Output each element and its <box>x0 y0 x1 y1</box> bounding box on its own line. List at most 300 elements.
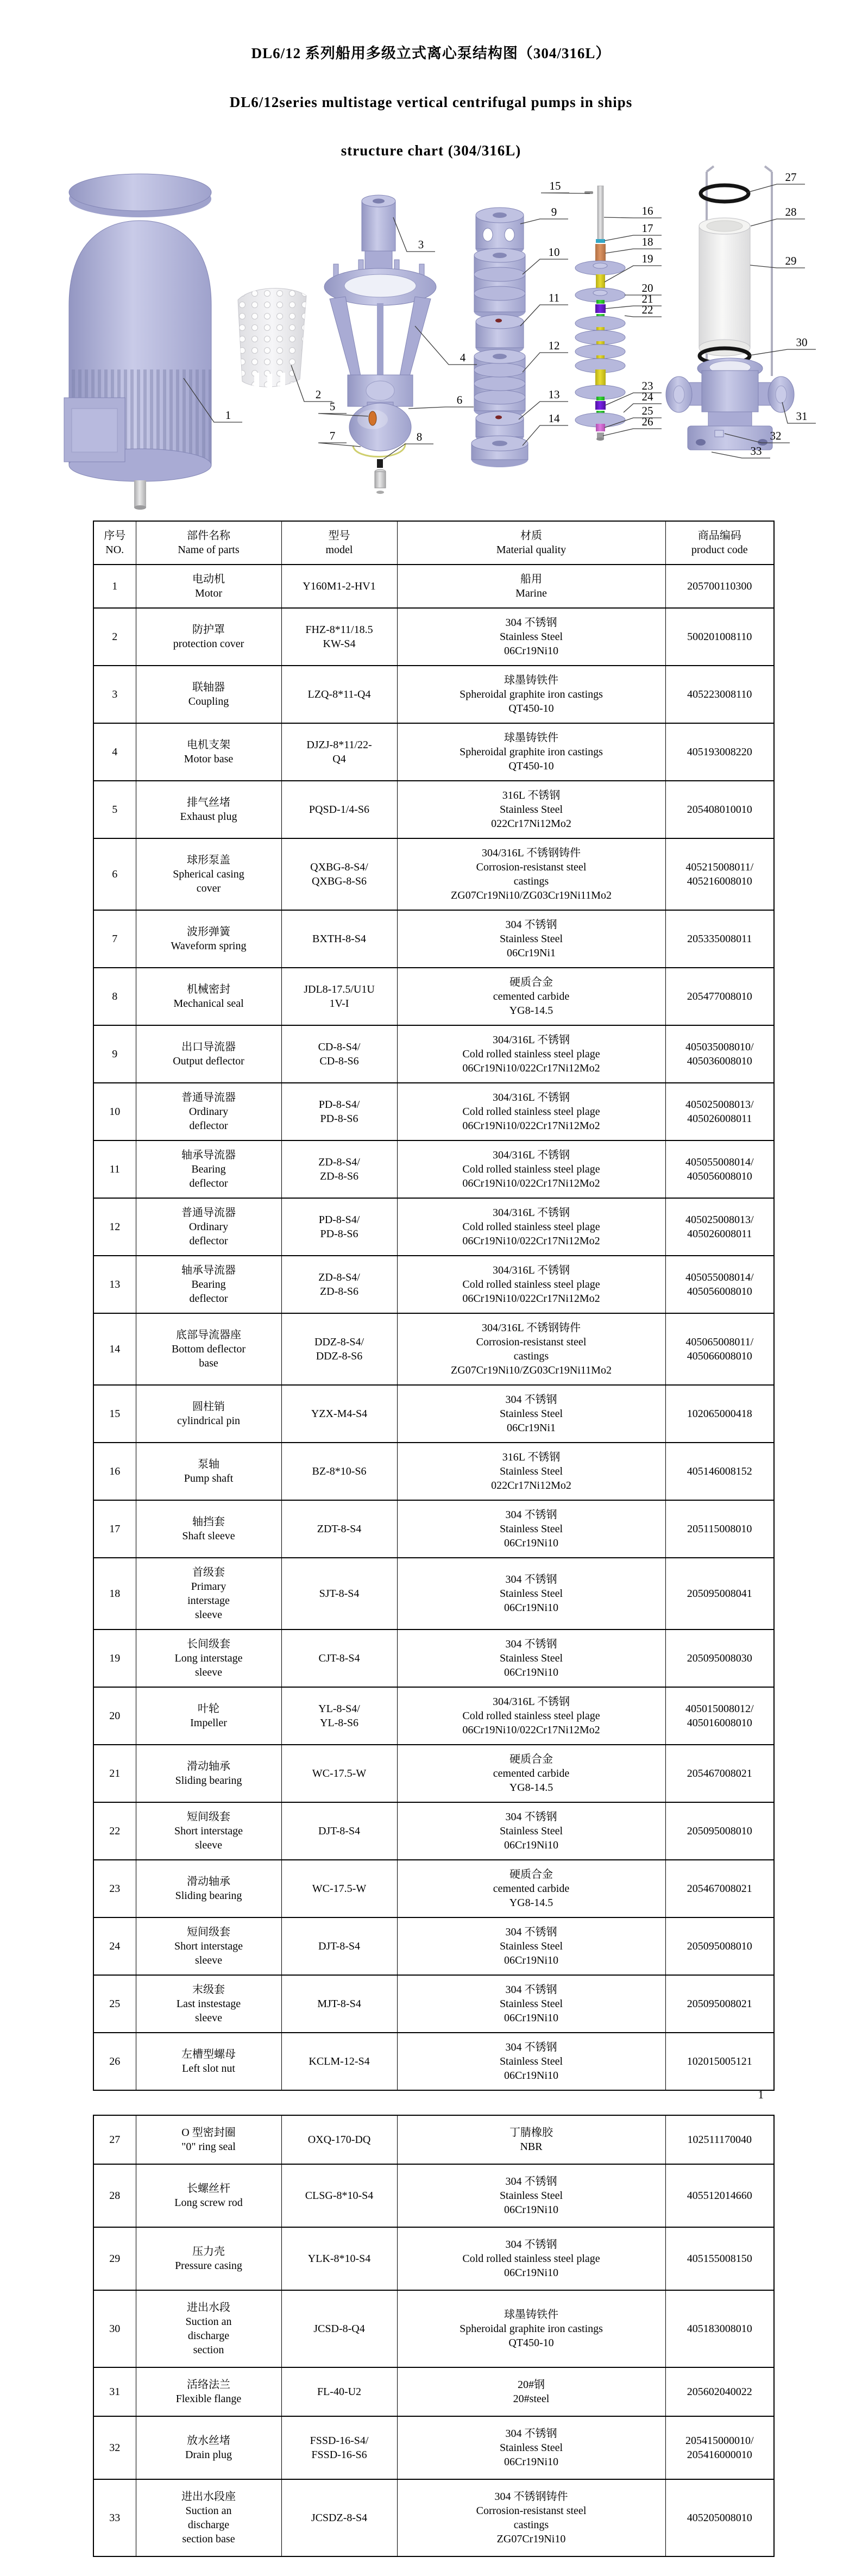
callout-number: 7 <box>329 429 336 442</box>
cell-material-line: castings <box>513 2519 549 2531</box>
cell-model <box>281 2416 397 2479</box>
cell-name-line: 普通导流器 <box>181 1092 236 1104</box>
cell-code-line: 405055008014/ <box>685 1271 754 1283</box>
cell-material-line: 球墨铸铁件 <box>504 2309 558 2321</box>
cell-no <box>93 1443 136 1500</box>
cell-material-line: NBR <box>520 2141 543 2153</box>
cell-model-line: CD-8-S6 <box>319 1055 359 1067</box>
cell-material <box>397 1083 665 1140</box>
cell-material-line: 022Cr17Ni12Mo2 <box>491 1480 571 1491</box>
cell-name-line: 电动机 <box>192 573 225 585</box>
cell-model <box>281 968 397 1025</box>
cell-material-line: 球墨铸铁件 <box>504 732 558 744</box>
table-row <box>93 1629 774 1687</box>
cell-code-line: 102015005121 <box>687 2055 752 2067</box>
cell-material-line: castings <box>513 1350 549 1362</box>
cell-code-line: 405015008012/ <box>685 1703 754 1715</box>
long-sleeve-part <box>596 274 605 290</box>
table-row <box>93 838 774 910</box>
callout-number: 30 <box>796 336 808 349</box>
table-row <box>93 1745 774 1802</box>
callout-number: 2 <box>315 388 322 401</box>
callout-number: 14 <box>548 412 560 425</box>
cell-material-line: 304/316L 不锈钢 <box>492 1696 570 1708</box>
cell-model <box>281 2367 397 2416</box>
cell-name-line: Waveform spring <box>171 940 247 952</box>
cell-code <box>665 1975 774 2033</box>
callout-number: 29 <box>785 254 797 267</box>
cell-no <box>93 2115 136 2164</box>
cell-code <box>665 1687 774 1745</box>
cell-name <box>136 1975 281 2033</box>
cell-name <box>136 910 281 968</box>
cell-code-line: 205602040022 <box>687 2386 752 2398</box>
cell-name <box>136 565 281 608</box>
table-row <box>93 2033 774 2090</box>
cell-material-line: 304 不锈钢 <box>505 2176 557 2188</box>
cell-material-line: 304 不锈钢 <box>505 2428 557 2440</box>
cell-no <box>93 1313 136 1385</box>
table-row <box>93 968 774 1025</box>
cell-no <box>93 2033 136 2090</box>
cell-name-line: Pressure casing <box>175 2260 242 2272</box>
cell-no-line: 12 <box>109 1221 121 1233</box>
cell-model <box>281 608 397 666</box>
cell-material-line: Stainless Steel <box>499 1465 563 1477</box>
cell-material <box>397 781 665 838</box>
cell-code-line: 405215008011/ <box>685 861 754 873</box>
cell-no-line: 15 <box>109 1408 121 1420</box>
cell-name-line: 联轴器 <box>192 681 225 693</box>
cell-no <box>93 1140 136 1198</box>
cell-code <box>665 2367 774 2416</box>
cell-material-line: 06Cr19Ni10/022Cr17Ni12Mo2 <box>462 1120 600 1132</box>
callout-number: 19 <box>641 252 653 265</box>
cell-material-line: Cold rolled stainless steel plage <box>462 1710 600 1722</box>
header-code: 商品编码 product code <box>665 521 774 565</box>
cell-model <box>281 1802 397 1860</box>
cell-code <box>665 1443 774 1500</box>
cell-code-line: 205408010010 <box>687 804 752 816</box>
cell-no <box>93 565 136 608</box>
cell-name <box>136 666 281 723</box>
callout-leader-line <box>393 217 435 252</box>
cell-no <box>93 2227 136 2290</box>
cell-name-line: 短间级套 <box>187 1811 230 1823</box>
cell-model-line: JDL8-17.5/U1U <box>304 983 375 995</box>
cell-name-line: 进出水段 <box>187 2302 230 2314</box>
table-row <box>93 565 774 608</box>
callout-number: 8 <box>416 430 423 443</box>
cell-no <box>93 1256 136 1313</box>
cell-code <box>665 1802 774 1860</box>
cell-name-line: Drain plug <box>185 2449 232 2461</box>
cell-material-line: Corrosion-resistanst steel <box>476 861 587 873</box>
cell-code-line: 405205008010 <box>687 2512 752 2524</box>
cell-name-line: protection cover <box>173 638 244 650</box>
cell-material-line: ZG07Cr19Ni10 <box>496 2533 566 2545</box>
table-row <box>93 1500 774 1558</box>
cell-material <box>397 1975 665 2033</box>
cell-no <box>93 723 136 781</box>
cell-no <box>93 666 136 723</box>
table-row <box>93 1443 774 1500</box>
cell-model-line: FHZ-8*11/18.5 <box>305 624 373 636</box>
cell-no-line: 6 <box>112 868 118 880</box>
cell-name <box>136 2033 281 2090</box>
cell-code <box>665 2227 774 2290</box>
cell-material-line: 06Cr19Ni10 <box>504 1602 558 1614</box>
pump-shaft-part <box>597 186 603 240</box>
pressure-casing-drawing <box>699 166 772 376</box>
cell-model-line: QXBG-8-S6 <box>311 875 367 887</box>
cell-no-line: 19 <box>109 1652 121 1664</box>
cell-material <box>397 1917 665 1975</box>
cell-code-line: 205095008010 <box>687 1940 752 1952</box>
cell-no-line: 8 <box>112 991 118 1002</box>
primary-sleeve-part <box>595 244 606 262</box>
cell-no <box>93 2164 136 2227</box>
cell-name-line: 球形泵盖 <box>187 854 230 866</box>
cell-material-line: 硬质合金 <box>509 1869 553 1881</box>
cell-code-line: 205115008010 <box>687 1523 752 1535</box>
cell-code-line: 405035008010/ <box>685 1041 754 1053</box>
cell-model-line: PD-8-S4/ <box>318 1099 360 1111</box>
cell-material <box>397 1745 665 1802</box>
cell-name-line: deflector <box>189 1235 228 1247</box>
cell-name-line: sleeve <box>195 1954 222 1966</box>
cell-name <box>136 1083 281 1140</box>
cell-model <box>281 910 397 968</box>
cell-no <box>93 1860 136 1917</box>
cell-model <box>281 1025 397 1083</box>
title-line-en-1: DL6/12series multistage vertical centrifugal pumps in ships <box>229 94 633 110</box>
cell-no-line: 29 <box>109 2253 121 2265</box>
callout-leader-line <box>523 353 568 372</box>
cell-model-line: WC-17.5-W <box>312 1768 367 1779</box>
cell-no <box>93 1385 136 1443</box>
cell-model-line: PD-8-S4/ <box>318 1214 360 1226</box>
callout-number: 4 <box>460 351 466 364</box>
cell-material-line: 304 不锈钢 <box>505 1638 557 1650</box>
cell-material-line: 304 不锈钢 <box>505 1984 557 1996</box>
cell-material-line: Stainless Steel <box>499 1825 563 1837</box>
motor-base-drawing <box>324 260 436 406</box>
cell-model <box>281 1385 397 1443</box>
cell-code-line: 405026008011 <box>687 1113 752 1125</box>
callout-number: 13 <box>548 388 560 401</box>
cell-model-line: BXTH-8-S4 <box>312 933 366 945</box>
cell-material <box>397 2416 665 2479</box>
cell-material-line: 304 不锈钢 <box>505 1926 557 1938</box>
cell-model <box>281 838 397 910</box>
cell-material-line: 316L 不锈钢 <box>502 789 561 801</box>
cell-code-line: 102065000418 <box>687 1408 752 1420</box>
cell-material-line: 304/316L 不锈钢 <box>492 1264 570 1276</box>
cell-name-line: O 型密封圈 <box>181 2127 236 2139</box>
cell-name-line: deflector <box>189 1293 228 1305</box>
cell-material <box>397 1687 665 1745</box>
cell-model-line: ZD-8-S6 <box>319 1170 359 1182</box>
cell-code-line: 405025008013/ <box>685 1099 754 1111</box>
callout-leader-line <box>604 217 662 218</box>
cell-name-line: 滑动轴承 <box>187 1876 230 1888</box>
cell-no-line: 33 <box>109 2512 121 2524</box>
cell-code-line: 405223008110 <box>687 688 752 700</box>
cell-material-line: castings <box>513 875 549 887</box>
cell-model-line: ZDT-8-S4 <box>317 1523 362 1535</box>
cell-name-line: Mechanical seal <box>173 998 244 1010</box>
callout-number: 31 <box>796 410 808 423</box>
cell-name <box>136 838 281 910</box>
cell-material-line: Stainless Steel <box>499 1940 563 1952</box>
cell-name-line: deflector <box>189 1177 228 1189</box>
cell-material-line: 06Cr19Ni10/022Cr17Ni12Mo2 <box>462 1293 600 1305</box>
cell-no-line: 16 <box>109 1465 121 1477</box>
cell-name-line: Long screw rod <box>174 2197 243 2209</box>
callout-leader-line <box>751 219 805 226</box>
cell-model <box>281 1500 397 1558</box>
cell-no <box>93 2416 136 2479</box>
cell-no-line: 7 <box>112 933 118 945</box>
callout-leader-line <box>750 349 816 355</box>
cell-no <box>93 1802 136 1860</box>
cell-material-line: 06Cr19Ni10 <box>504 2204 558 2216</box>
cell-model <box>281 2290 397 2367</box>
cell-material-line: 304/316L 不锈钢 <box>492 1149 570 1161</box>
cell-no-line: 9 <box>112 1048 118 1060</box>
o-ring-top <box>701 185 748 202</box>
cell-material <box>397 2290 665 2367</box>
parts-table-page2 <box>93 2115 775 2557</box>
cell-name <box>136 1443 281 1500</box>
cell-material-line: 304 不锈钢 <box>505 617 557 629</box>
cell-material <box>397 1198 665 1256</box>
callout-number: 21 <box>641 292 653 305</box>
cell-code <box>665 1917 774 1975</box>
cell-name-line: sleeve <box>195 2012 222 2024</box>
cell-code-line: 102511170040 <box>687 2134 752 2146</box>
cell-code-line: 205095008021 <box>687 1998 752 2010</box>
cell-name-line: 防护罩 <box>192 624 225 636</box>
cell-code <box>665 1500 774 1558</box>
cell-name <box>136 2115 281 2164</box>
cell-name-line: section <box>193 2344 224 2356</box>
cell-material <box>397 1385 665 1443</box>
cell-name <box>136 1198 281 1256</box>
callout-number: 23 <box>641 379 653 392</box>
cell-name-line: Bearing <box>191 1163 226 1175</box>
cell-code <box>665 2290 774 2367</box>
cell-no-line: 11 <box>109 1163 120 1175</box>
cell-material-line: 304/316L 不锈钢 <box>492 1092 570 1104</box>
cell-name <box>136 608 281 666</box>
cell-no-line: 4 <box>112 746 118 758</box>
cell-name-line: Impeller <box>190 1717 227 1729</box>
cell-material-line: Cold rolled stainless steel plage <box>462 2253 600 2265</box>
title-line-en-2: structure chart (304/316L) <box>341 142 521 159</box>
cell-no <box>93 968 136 1025</box>
cell-no <box>93 910 136 968</box>
cell-name-line: Sliding bearing <box>175 1775 242 1787</box>
cell-material-line: Stainless Steel <box>499 1523 563 1535</box>
cell-name-line: 长间级套 <box>187 1638 230 1650</box>
cell-material <box>397 1629 665 1687</box>
cell-code <box>665 1860 774 1917</box>
cell-model-line: QXBG-8-S4/ <box>310 861 368 873</box>
cell-model <box>281 1917 397 1975</box>
cell-model <box>281 1140 397 1198</box>
cell-no <box>93 1917 136 1975</box>
table-row <box>93 2290 774 2367</box>
cell-name-line: 进出水段座 <box>181 2491 236 2503</box>
cell-model-line: FSSD-16-S4/ <box>310 2435 369 2447</box>
cell-model <box>281 565 397 608</box>
page-number: 1 <box>758 2088 764 2101</box>
cell-no <box>93 1025 136 1083</box>
cell-no <box>93 2479 136 2556</box>
cell-code <box>665 2479 774 2556</box>
cell-model-line: YL-8-S6 <box>319 1717 359 1729</box>
title-line-zh: DL6/12 系列船用多级立式离心泵结构图（304/316L） <box>251 45 611 61</box>
cell-name-line: sleeve <box>195 1609 222 1621</box>
cell-material-line: Stainless Steel <box>499 933 563 945</box>
cell-material <box>397 565 665 608</box>
callout-number: 10 <box>548 246 560 259</box>
cell-name-line: Pump shaft <box>184 1472 234 1484</box>
cell-name-line: Shaft sleeve <box>182 1530 235 1542</box>
header-no: 序号 NO. <box>93 521 136 565</box>
cell-code-line: 205477008010 <box>687 991 752 1002</box>
cell-name-line: Last instestage <box>176 1998 241 2010</box>
table-row <box>93 1917 774 1975</box>
cell-name-line: Bearing <box>191 1278 226 1290</box>
cell-name-line: 普通导流器 <box>181 1207 236 1219</box>
cell-code <box>665 1313 774 1385</box>
cell-model-line: FSSD-16-S6 <box>311 2449 367 2461</box>
cell-model-line: PQSD-1/4-S6 <box>309 804 370 816</box>
table-row <box>93 723 774 781</box>
cell-material-line: Stainless Steel <box>499 2190 563 2202</box>
cell-name-line: 圆柱销 <box>192 1401 225 1413</box>
table-row <box>93 2479 774 2556</box>
cell-name-line: 叶轮 <box>198 1703 219 1715</box>
cell-material-line: QT450-10 <box>508 2337 554 2349</box>
cell-material-line: Cold rolled stainless steel plage <box>462 1106 600 1118</box>
cell-model-line: WC-17.5-W <box>312 1883 367 1895</box>
callout-number: 3 <box>418 238 424 251</box>
cell-material-line: 06Cr19Ni1 <box>507 1422 556 1434</box>
cell-material-line: 304 不锈钢 <box>505 1574 557 1585</box>
cell-name <box>136 2164 281 2227</box>
cell-name-line: interstage <box>187 1595 230 1607</box>
cell-no <box>93 1975 136 2033</box>
cell-material-line: Stainless Steel <box>499 1998 563 2010</box>
cell-code <box>665 1629 774 1687</box>
cell-material <box>397 968 665 1025</box>
cell-code-line: 205416000010 <box>687 2449 752 2461</box>
cell-material-line: 06Cr19Ni10 <box>504 1666 558 1678</box>
pump-exploded-diagram <box>0 163 862 511</box>
cell-material-line: 304/316L 不锈钢铸件 <box>481 1322 581 1334</box>
shaft-sleeve-part <box>596 239 605 243</box>
table-row <box>93 781 774 838</box>
cell-material <box>397 1558 665 1629</box>
cell-model-line: CJT-8-S4 <box>318 1652 360 1664</box>
cell-code <box>665 838 774 910</box>
cell-code <box>665 1385 774 1443</box>
cell-no <box>93 2290 136 2367</box>
cell-code-line: 405016008010 <box>687 1717 752 1729</box>
cell-model-line: YZX-M4-S4 <box>311 1408 368 1420</box>
cell-name <box>136 1500 281 1558</box>
cell-no <box>93 1745 136 1802</box>
cell-material-line: 船用 <box>520 573 542 585</box>
cell-model <box>281 1860 397 1917</box>
cell-material <box>397 608 665 666</box>
cell-name <box>136 1256 281 1313</box>
cell-name-line: 底部导流器座 <box>176 1329 241 1341</box>
cell-material-line: Corrosion-resistanst steel <box>476 1336 587 1348</box>
cell-code-line: 500201008110 <box>687 631 752 643</box>
cell-model-line: PD-8-S6 <box>320 1113 358 1125</box>
cell-name <box>136 1860 281 1917</box>
table-row <box>93 1802 774 1860</box>
cell-name <box>136 1745 281 1802</box>
cell-material-line: 06Cr19Ni10/022Cr17Ni12Mo2 <box>462 1062 600 1074</box>
cell-material <box>397 1500 665 1558</box>
cell-code-line: 205467008021 <box>687 1768 752 1779</box>
cell-material-line: 06Cr19Ni10/022Cr17Ni12Mo2 <box>462 1724 600 1736</box>
cell-material-line: Spheroidal graphite iron castings <box>460 2323 603 2335</box>
cell-material <box>397 1802 665 1860</box>
cell-no <box>93 1687 136 1745</box>
cell-material-line: 06Cr19Ni10 <box>504 1839 558 1851</box>
callout-number: 33 <box>750 444 762 457</box>
cell-material-line: 硬质合金 <box>509 976 553 988</box>
cell-code <box>665 2164 774 2227</box>
cell-name-line: 左槽型螺母 <box>181 2048 236 2060</box>
callout-leader-line <box>408 407 474 409</box>
cell-material-line: 304 不锈钢 <box>505 2041 557 2053</box>
shaft-assembly-drawing <box>575 186 625 441</box>
cell-name-line: 轴挡套 <box>192 1516 225 1528</box>
table-row <box>93 2416 774 2479</box>
cell-name-line: Coupling <box>188 695 229 707</box>
cell-code-line: 405055008014/ <box>685 1156 754 1168</box>
cell-material-line: 316L 不锈钢 <box>502 1451 561 1463</box>
cell-model-line: ZD-8-S6 <box>319 1286 359 1298</box>
cell-no-line: 24 <box>109 1940 121 1952</box>
cell-material-line: 304/316L 不锈钢铸件 <box>481 847 581 859</box>
cell-code-line: 405066008010 <box>687 1350 752 1362</box>
cell-code-line: 405216008010 <box>687 875 752 887</box>
cell-name <box>136 1025 281 1083</box>
cell-material-line: Cold rolled stainless steel plage <box>462 1278 600 1290</box>
cell-model <box>281 2115 397 2164</box>
cell-model <box>281 2164 397 2227</box>
cell-name-line: sleeve <box>195 1666 222 1678</box>
cell-name-line: Suction an <box>185 2505 232 2517</box>
cell-name-line: 排气丝堵 <box>187 797 230 808</box>
cell-no <box>93 781 136 838</box>
cell-no-line: 25 <box>109 1998 121 2010</box>
cell-model-line: DJT-8-S4 <box>318 1940 361 1952</box>
cell-code-line: 205467008021 <box>687 1883 752 1895</box>
cell-material <box>397 1313 665 1385</box>
cell-model <box>281 2227 397 2290</box>
cell-material-line: 304 不锈钢 <box>505 1811 557 1823</box>
